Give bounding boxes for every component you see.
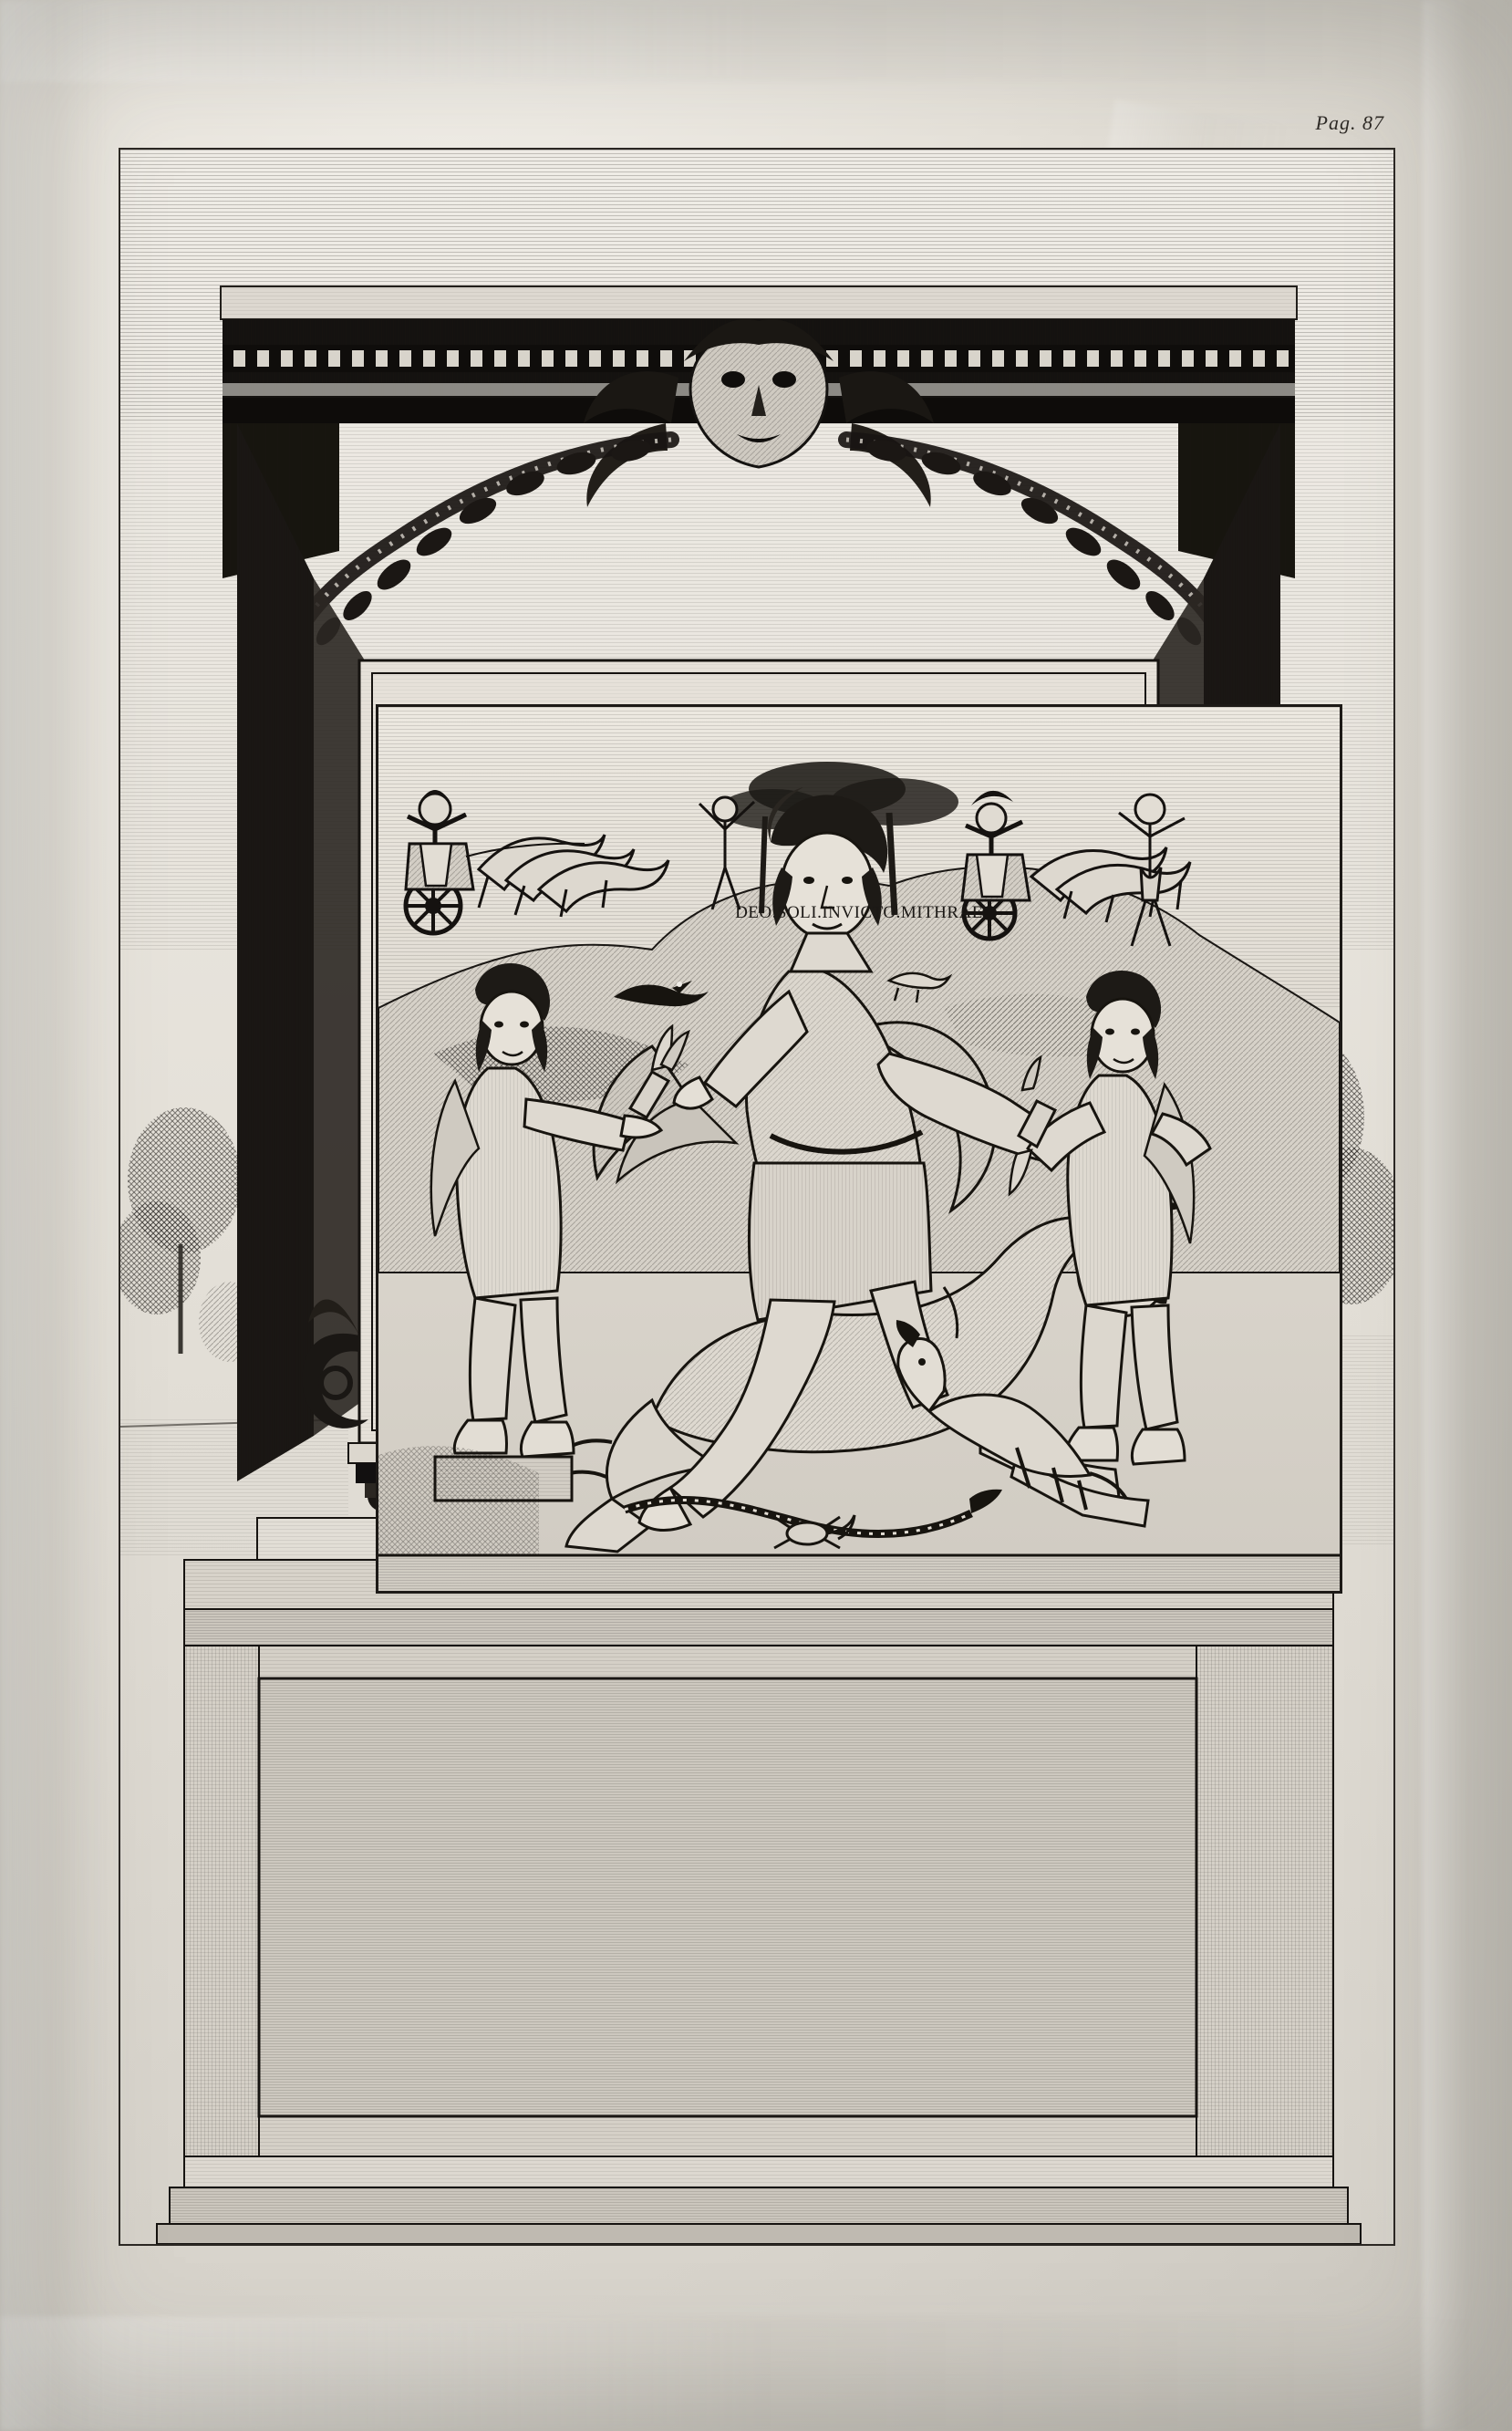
paper-crease-right	[1423, 0, 1512, 2431]
paper-crease-bottom	[0, 2317, 1512, 2431]
page-reference: Pag. 87	[1315, 111, 1384, 134]
engraving-plate	[102, 111, 1415, 2262]
relief-panel	[376, 704, 1342, 1594]
tauroctony-scene	[378, 707, 1340, 1591]
paper-crease-top	[0, 0, 1512, 82]
paper-crease-left	[0, 0, 109, 2431]
pedestal	[157, 1518, 1361, 2244]
relief-inscription: DEO.SOLI.INVICTO.MITHRAE	[735, 903, 983, 922]
